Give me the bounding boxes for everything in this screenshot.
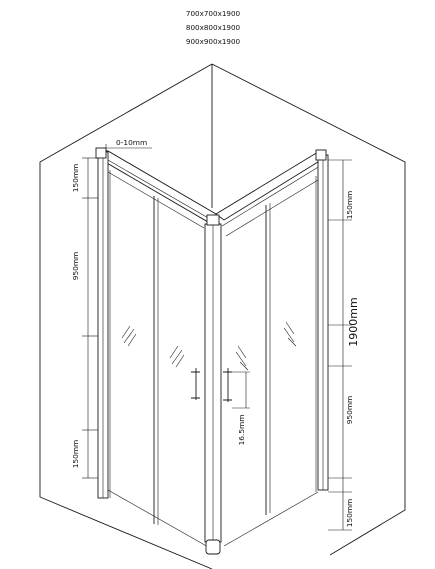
corner-foot	[206, 540, 220, 554]
right-top-cap	[316, 150, 326, 160]
size-700: 700x700x1900	[185, 9, 241, 18]
glass-mark-left-2	[170, 346, 184, 367]
right-dim-top: 150mm	[345, 190, 354, 220]
right-dim-middle: 950mm	[345, 395, 354, 425]
handle-dim-label: 16.5mm	[237, 414, 246, 446]
gap-dimension	[106, 138, 152, 152]
left-glass-panels	[110, 170, 200, 525]
left-dimension-chain	[71, 158, 98, 478]
left-dim-bottom: 150mm	[71, 439, 80, 469]
right-glass-panels	[223, 176, 316, 515]
right-top-rail	[216, 152, 326, 220]
left-dim-middle: 950mm	[71, 251, 80, 281]
right-dim-bottom: 150mm	[345, 498, 354, 528]
left-dim-top: 150mm	[71, 163, 80, 193]
right-handle	[223, 368, 232, 402]
left-handle	[191, 368, 200, 400]
corner-top-cap	[207, 215, 219, 225]
size-list	[186, 9, 241, 46]
glass-mark-right-1	[284, 322, 296, 346]
size-900: 900x900x1900	[185, 37, 241, 46]
glass-mark-right-2	[236, 346, 248, 370]
right-wall	[212, 64, 405, 555]
size-800: 800x800x1900	[185, 23, 241, 32]
glass-mark-left-1	[122, 326, 136, 346]
handle-dimension	[232, 372, 250, 445]
right-dim-total: 1900mm	[347, 297, 360, 347]
gap-label: 0-10mm	[116, 138, 148, 147]
right-dimension-chain	[328, 160, 360, 530]
corner-post	[205, 215, 221, 554]
left-top-cap	[96, 148, 106, 158]
